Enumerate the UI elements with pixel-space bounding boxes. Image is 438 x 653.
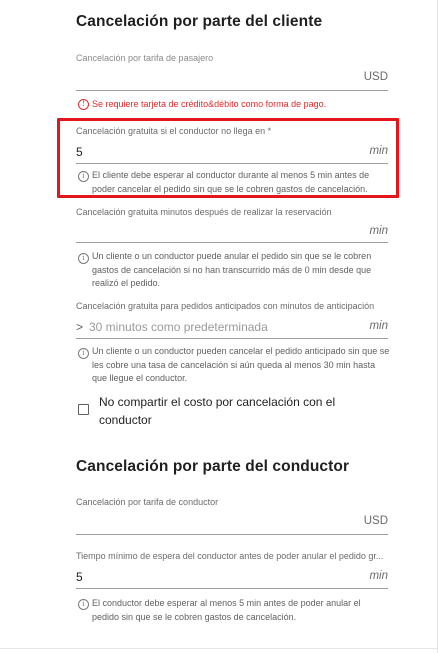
error-icon: ! — [78, 99, 89, 110]
advance-prefix: > — [76, 320, 84, 334]
payment-error-message: Se requiere tarjeta de crédito&débito como forma de pago. — [92, 99, 327, 109]
no-share-fee-checkbox[interactable] — [78, 404, 89, 415]
free-cancel-wait-underline — [76, 163, 388, 164]
info-icon: i — [78, 253, 89, 264]
page-bottom-border — [0, 648, 438, 649]
free-cancel-advance-label: Cancelación gratuita para pedidos anticipados con minutos de anticipación — [76, 301, 375, 311]
free-cancel-after-booking-underline — [76, 242, 388, 243]
client-section-title: Cancelación por parte del cliente — [76, 13, 323, 30]
info-icon: i — [78, 171, 89, 182]
driver-min-wait-underline — [76, 588, 388, 589]
no-share-fee-label[interactable]: No compartir el costo por cancelación con el conductor — [99, 395, 336, 427]
driver-fee-underline — [76, 534, 388, 535]
free-cancel-after-booking-unit: min — [369, 225, 388, 237]
free-cancel-after-booking-field[interactable] — [76, 207, 388, 241]
driver-fee-field[interactable] — [76, 497, 388, 533]
free-cancel-advance-unit: min — [369, 320, 388, 332]
free-cancel-wait-unit: min — [369, 145, 388, 157]
free-cancel-advance-hint: Un cliente o un conductor pueden cancelar el pedido anticipado sin que se les cobre una tasa de cancelación si aún queda al menos 30 min hasta que llegue el conductor. — [92, 346, 390, 383]
driver-min-wait-value: 5 — [76, 570, 83, 584]
driver-fee-label: Cancelación por tarifa de conductor — [76, 497, 219, 507]
free-cancel-wait-field[interactable] — [76, 126, 388, 162]
driver-min-wait-hint: El conductor debe esperar al menos 5 min antes de poder anular el pedido sin que se le cobren gastos de cancelación. — [92, 598, 361, 622]
free-cancel-after-booking-label: Cancelación gratuita minutos después de realizar la reservación — [76, 207, 332, 217]
free-cancel-advance-underline — [76, 338, 388, 339]
passenger-fee-field[interactable] — [76, 53, 388, 89]
free-cancel-wait-value: 5 — [76, 145, 83, 159]
info-icon: i — [78, 599, 89, 610]
passenger-fee-unit: USD — [363, 71, 388, 83]
free-cancel-after-booking-hint: Un cliente o un conductor puede anular el pedido sin que se le cobren gastos de cancelación si no han transcurrido más de 0 min desde que realizó el pedido. — [92, 251, 372, 288]
driver-min-wait-unit: min — [369, 570, 388, 582]
free-cancel-wait-label: Cancelación gratuita si el conductor no llega en * — [76, 126, 272, 136]
free-cancel-advance-placeholder: 30 minutos como predeterminada — [89, 320, 268, 334]
driver-fee-unit: USD — [363, 515, 388, 527]
driver-min-wait-field[interactable] — [76, 551, 388, 587]
passenger-fee-underline — [76, 90, 388, 91]
driver-min-wait-label: Tiempo mínimo de espera del conductor antes de poder anular el pedido gr... — [76, 551, 384, 561]
driver-section-title: Cancelación por parte del conductor — [76, 458, 350, 475]
free-cancel-wait-hint: El cliente debe esperar al conductor durante al menos 5 min antes de poder cancelar el pedido sin que se le cobren gastos de cancelación. — [92, 170, 370, 194]
info-icon: i — [78, 348, 89, 359]
passenger-fee-label: Cancelación por tarifa de pasajero — [76, 53, 214, 63]
free-cancel-advance-field[interactable] — [76, 301, 388, 337]
